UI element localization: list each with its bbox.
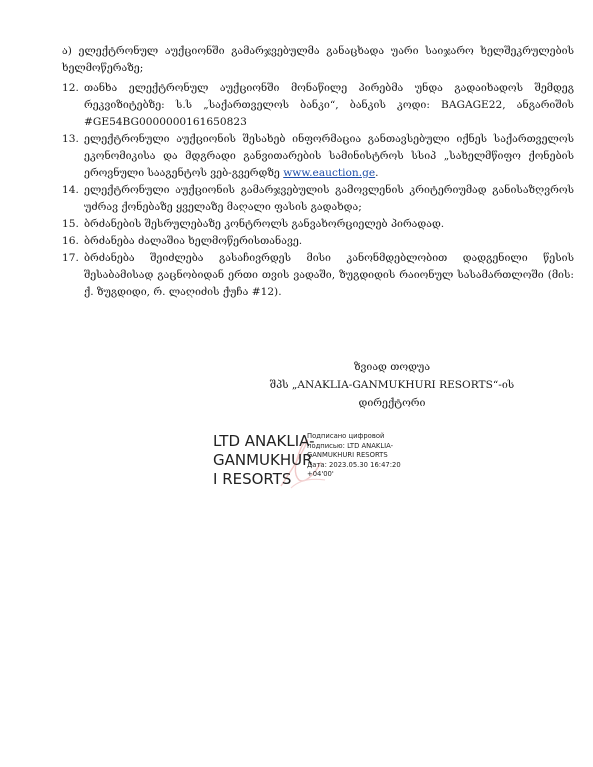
- stamp-info-line: Дата: 2023.05.30 16:47:20: [307, 460, 401, 469]
- stamp-info-line: подписью: LTD ANAKLIA-: [307, 441, 394, 450]
- list-item: [62, 233, 574, 250]
- item-text: ბრძანება ძალაშია ხელმოწერისთანავე.: [84, 235, 303, 247]
- list-item: [62, 80, 574, 131]
- stamp-name-line: I RESORTS: [213, 470, 292, 488]
- stamp-name-line: LTD ANAKLIA-: [213, 432, 315, 450]
- eauction-link[interactable]: www.eauction.ge: [283, 167, 376, 179]
- list-item: [62, 131, 574, 182]
- signer-name: ზვიად თოდუა: [353, 361, 431, 373]
- item-text: ელექტრონული აუქციონის გამარჯვებულის გამოვლენის კრიტერიუმად განისაზღვროს უძრავ ქონებაზე ყველაზე მაღალი ფასის გადახდა;: [84, 184, 574, 213]
- stamp-name-line: GANMUKHUR: [213, 451, 313, 469]
- digital-signature-info: [307, 432, 427, 480]
- lead-paragraph: ა) ელექტრონულ აუქციონში გამარჯვებულმა განაცხადა უარი საიჯარო ხელშეკრულების ხელმოწერაზე;: [62, 45, 574, 74]
- list-item: [62, 182, 574, 216]
- item-number: 14.: [62, 184, 79, 196]
- item-number: 17.: [62, 252, 79, 264]
- order-items-list: [62, 80, 574, 301]
- item-text: ბრძანება შეიძლება გასაჩივრდეს მისი კანონმდებლობით დადგენილი წესის შესაბამისად გაცნობიდან ერთი თვის ვადაში, ზუგდიდის რაიონულ სასამართლოში (მის: ქ. ზუგდიდი, რ. ლაღიძის ქუჩა #12).: [84, 252, 574, 298]
- item-number: 12.: [62, 82, 79, 94]
- signature-block: [262, 358, 522, 412]
- item-text: ბრძანების შესრულებაზე კონტროლს განვახორციელებ პირადად.: [84, 218, 445, 230]
- stamp-info-line: Подписано цифровой: [307, 432, 385, 440]
- stamp-info-line: +04'00': [307, 470, 334, 479]
- signer-role: დირექტორი: [358, 397, 426, 409]
- signer-company: შპს „ANAKLIA-GANMUKHURI RESORTS“-ის: [269, 379, 515, 391]
- item-suffix: .: [375, 167, 379, 179]
- item-number: 15.: [62, 218, 79, 230]
- list-item: [62, 250, 574, 301]
- list-item: [62, 216, 574, 233]
- stamp-info-line: GANMUKHURI RESORTS: [307, 451, 388, 460]
- stamp-company-name: [213, 432, 314, 489]
- item-number: 16.: [62, 235, 79, 247]
- item-text: თანხა ელექტრონულ აუქციონში მონაწილე პირებმა უნდა გადაიხადოს შემდეგ რეკვიზიტებზე: ს.ს „საქართველოს ბანკი“, ბანკის კოდი: BAGAGE22, ანგარიშის #GE54BG0000000161650823: [84, 82, 574, 128]
- item-number: 13.: [62, 133, 79, 145]
- item-text: ელექტრონული აუქციონის შესახებ ინფორმაცია განთავსებული იქნეს საქართველოს ეკონომიკისა და მდგრადი განვითარების სამინისტროს სსიპ „სახელმწიფო ქონების ეროვნული სააგენტოს ვებ-გვერდზე: [84, 133, 574, 179]
